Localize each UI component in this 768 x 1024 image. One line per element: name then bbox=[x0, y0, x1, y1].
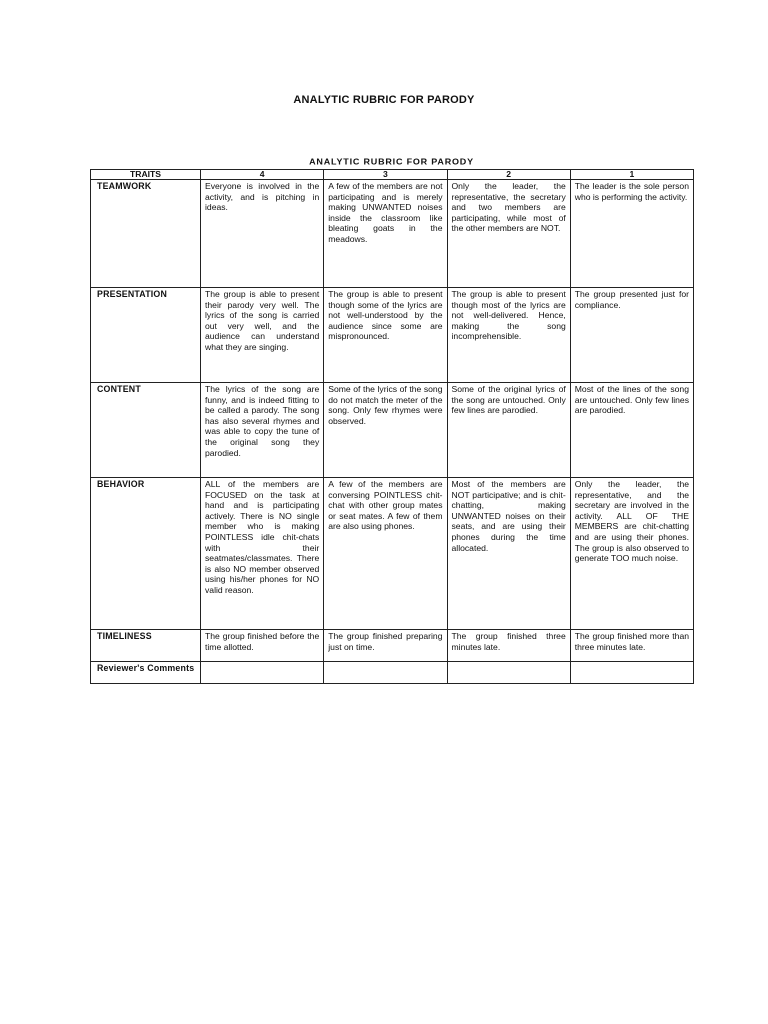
trait-teamwork: TEAMWORK bbox=[91, 180, 201, 288]
comments-score-2 bbox=[447, 662, 570, 684]
header-score-1: 1 bbox=[570, 170, 693, 180]
trait-presentation: PRESENTATION bbox=[91, 288, 201, 383]
trait-behavior: BEHAVIOR bbox=[91, 478, 201, 630]
content-score-2: Some of the original lyrics of the song are untouched. Only few lines are parodied. bbox=[447, 383, 570, 478]
timeliness-score-2: The group finished three minutes late. bbox=[447, 630, 570, 662]
timeliness-score-4: The group finished before the time allotted. bbox=[201, 630, 324, 662]
content-score-1: Most of the lines of the song are untouched. Only few lines are parodied. bbox=[570, 383, 693, 478]
table-row bbox=[91, 478, 694, 630]
teamwork-score-2: Only the leader, the representative, the secretary and two members are participating, while most of the other members are NOT. bbox=[447, 180, 570, 288]
header-score-4: 4 bbox=[201, 170, 324, 180]
teamwork-score-3: A few of the members are not participating and is merely making UNWANTED noises inside the classroom like bleating goats in the meadows. bbox=[324, 180, 447, 288]
rubric-image bbox=[90, 156, 693, 684]
timeliness-score-3: The group finished preparing just on time. bbox=[324, 630, 447, 662]
header-score-2: 2 bbox=[447, 170, 570, 180]
rubric-table bbox=[90, 169, 694, 684]
trait-timeliness: TIMELINESS bbox=[91, 630, 201, 662]
rubric-table-heading: ANALYTIC RUBRIC FOR PARODY bbox=[309, 157, 474, 167]
table-row bbox=[91, 630, 694, 662]
header-traits: TRAITS bbox=[91, 170, 201, 180]
presentation-score-3: The group is able to present though some of the lyrics are not well-understood by the audience since some are mispronounced. bbox=[324, 288, 447, 383]
comments-score-4 bbox=[201, 662, 324, 684]
header-score-3: 3 bbox=[324, 170, 447, 180]
presentation-score-1: The group presented just for compliance. bbox=[570, 288, 693, 383]
behavior-score-1: Only the leader, the representative, and the secretary are involved in the activity. ALL OF THE MEMBERS are chit-chatting and are using their phones. The group is also observed to generate TOO much noise. bbox=[570, 478, 693, 630]
presentation-score-4: The group is able to present their parody very well. The lyrics of the song is carried out very well, and the audience can understand what they are singing. bbox=[201, 288, 324, 383]
teamwork-score-4: Everyone is involved in the activity, and is pitching in ideas. bbox=[201, 180, 324, 288]
table-row bbox=[91, 662, 694, 684]
table-row bbox=[91, 288, 694, 383]
trait-reviewers-comments: Reviewer's Comments bbox=[91, 662, 201, 684]
header-row bbox=[91, 170, 694, 180]
presentation-score-2: The group is able to present though most of the lyrics are not well-delivered. Hence, making the song incomprehensible. bbox=[447, 288, 570, 383]
teamwork-score-1: The leader is the sole person who is performing the activity. bbox=[570, 180, 693, 288]
table-row bbox=[91, 383, 694, 478]
comments-score-1 bbox=[570, 662, 693, 684]
trait-content: CONTENT bbox=[91, 383, 201, 478]
timeliness-score-1: The group finished more than three minutes late. bbox=[570, 630, 693, 662]
content-score-4: The lyrics of the song are funny, and is indeed fitting to be called a parody. The song has also several rhymes and was able to copy the tune of the original song they parodied. bbox=[201, 383, 324, 478]
content-score-3: Some of the lyrics of the song do not match the meter of the song. Only few rhymes were observed. bbox=[324, 383, 447, 478]
behavior-score-2: Most of the members are NOT participative; and is chit-chatting, making UNWANTED noises on their seats, and are using their phones during the time allocated. bbox=[447, 478, 570, 630]
comments-score-3 bbox=[324, 662, 447, 684]
behavior-score-3: A few of the members are conversing POINTLESS chit-chat with other group mates or seat mates. A few of them are also using phones. bbox=[324, 478, 447, 630]
table-row bbox=[91, 180, 694, 288]
page-title: ANALYTIC RUBRIC FOR PARODY bbox=[293, 94, 475, 106]
behavior-score-4: ALL of the members are FOCUSED on the task at hand and is participating actively. There is NO single member who is making POINTLESS idle chit-chats with their seatmates/classmates. There is also NO member observed using his/her phones for NO valid reason. bbox=[201, 478, 324, 630]
